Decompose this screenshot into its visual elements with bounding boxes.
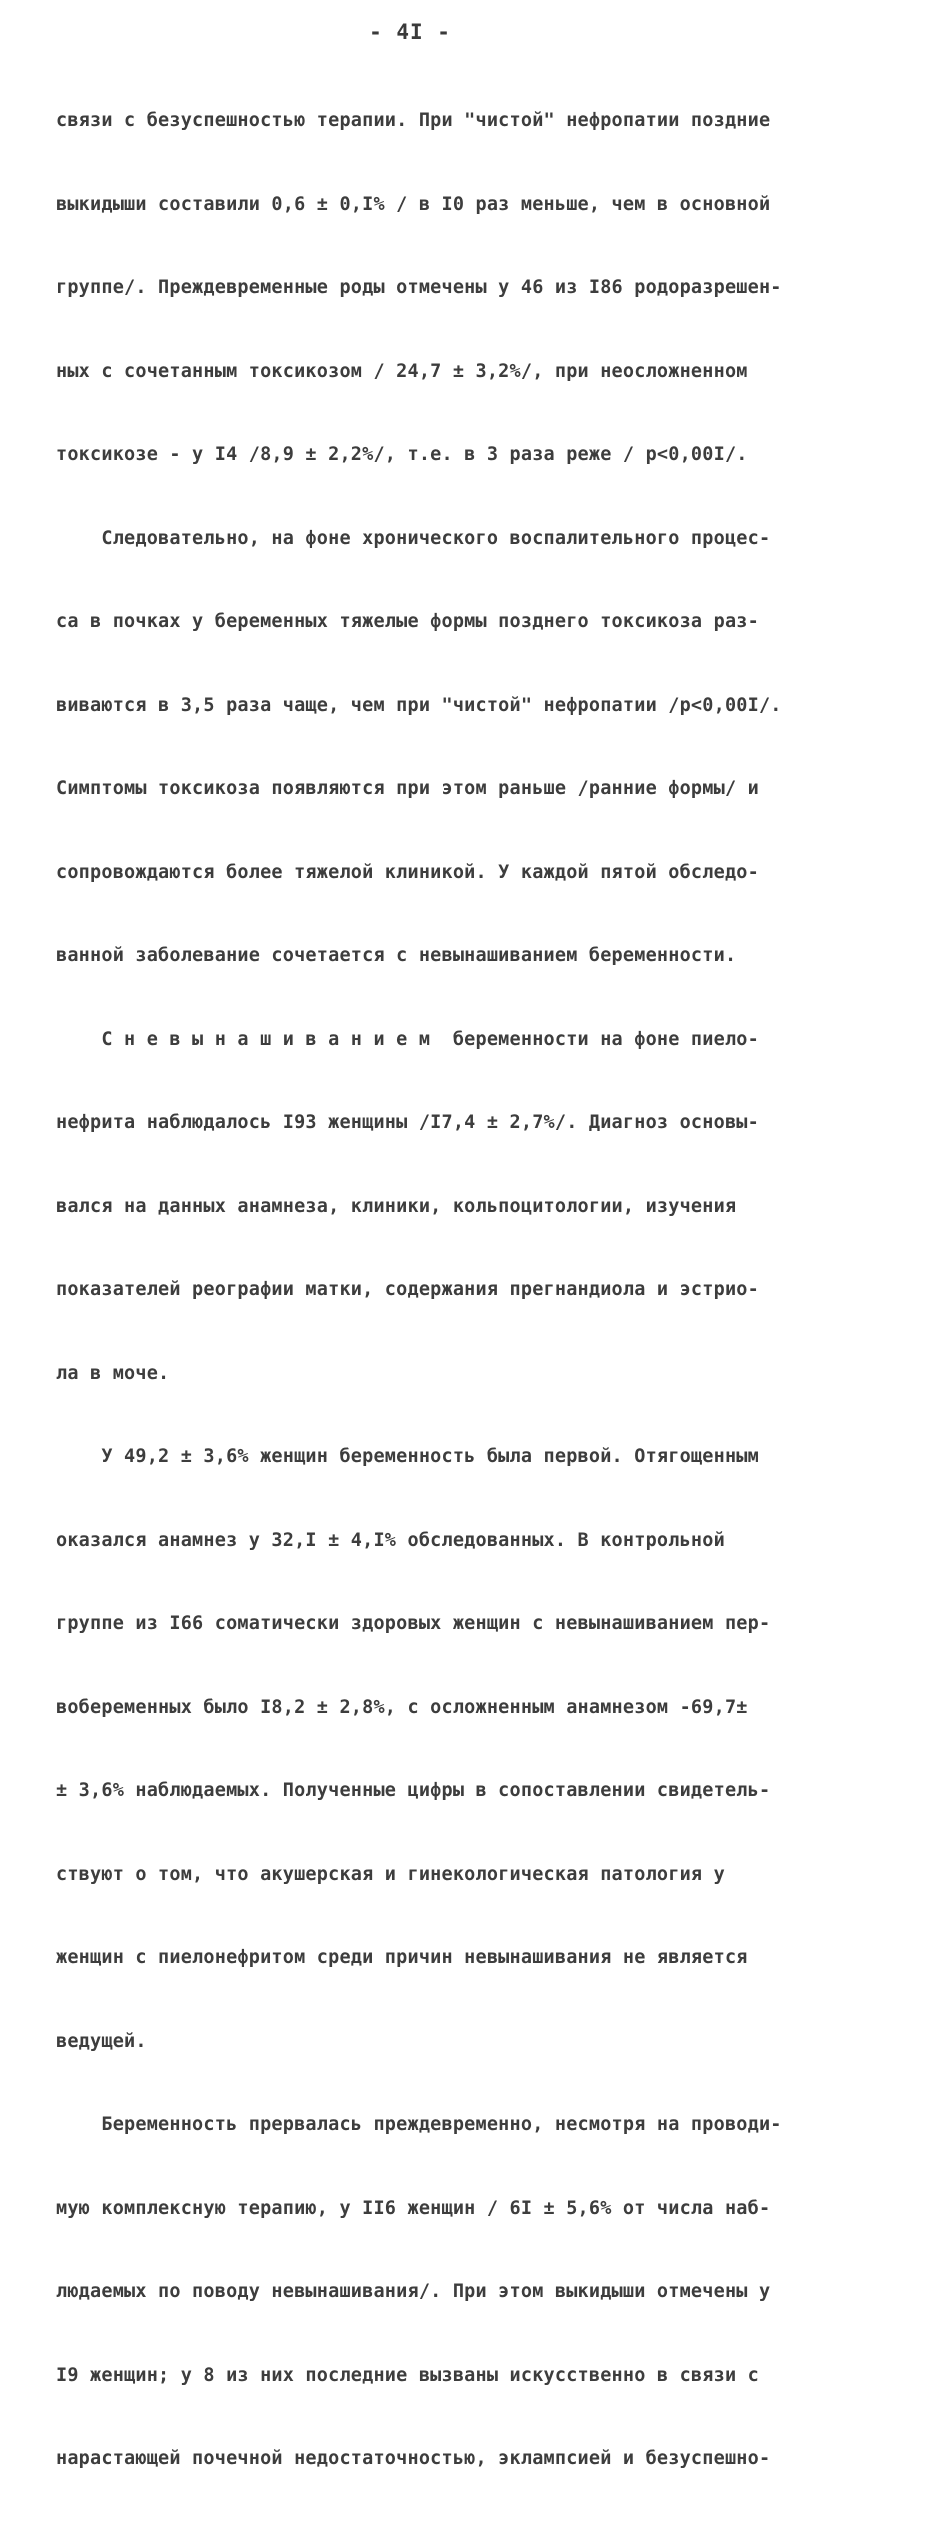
text-line: людаемых по поводу невынашивания/. При этом выкидыши отмечены у: [56, 2281, 771, 2302]
text-line: С н е в ы н а ш и в а н и е м беременности на фоне пиело-: [56, 1028, 759, 1050]
text-line: мую комплексную терапию, у II6 женщин / 6I ± 5,6% от числа наб-: [56, 2197, 771, 2219]
text-line: ванной заболевание сочетается с невынашиванием беременности.: [56, 945, 737, 966]
text-line: ствуют о том, что акушерская и гинекологическая патология у: [56, 1863, 725, 1885]
text-line: группе из I66 соматически здоровых женщин с невынашиванием пер-: [56, 1613, 771, 1634]
text-line: ведущей.: [56, 2030, 147, 2052]
text-line: нарастающей почечной недостаточностью, эклампсией и безуспешно-: [56, 2448, 771, 2469]
text-line: нефрита наблюдалось I93 женщины /I7,4 ± 2,7%/. Диагноз основы-: [56, 1112, 759, 1133]
text-line: вобеременных было I8,2 ± 2,8%, с осложненным анамнезом -69,7±: [56, 1696, 748, 1718]
text-line: са в почках у беременных тяжелые формы позднего токсикоза раз-: [56, 611, 759, 632]
text-line: виваются в 3,5 раза чаще, чем при "чистой" нефропатии /p<0,00I/.: [56, 694, 782, 716]
text-line: связи с безуспешностью терапии. При "чистой" нефропатии поздние: [56, 110, 771, 131]
text-line: ных с сочетанным токсикозом / 24,7 ± 3,2%/, при неосложненном: [56, 360, 748, 382]
text-line: выкидыши составили 0,6 ± 0,I% / в I0 раз меньше, чем в основной: [56, 193, 771, 215]
body-text: [56, 58, 906, 2522]
text-line: Симптомы токсикоза появляются при этом раньше /ранние формы/ и: [56, 778, 759, 799]
text-line: оказался анамнез у 32,I ± 4,I% обследованных. В контрольной: [56, 1529, 725, 1551]
text-line: показателей реографии матки, содержания прегнандиола и эстрио-: [56, 1279, 759, 1300]
text-line: Следовательно, на фоне хронического воспалительного процес-: [56, 527, 771, 549]
text-line: группе/. Преждевременные роды отмечены у 46 из I86 родоразрешен-: [56, 277, 782, 298]
page-number: - 4I -: [369, 20, 451, 44]
text-line: женщин с пиелонефритом среди причин невынашивания не является: [56, 1947, 748, 1968]
text-line: ла в моче.: [56, 1362, 170, 1384]
text-line: сопровождаются более тяжелой клиникой. У каждой пятой обследо-: [56, 861, 759, 883]
text-line: вался на данных анамнеза, клиники, кольпоцитологии, изучения: [56, 1195, 737, 1217]
text-line: ± 3,6% наблюдаемых. Полученные цифры в сопоставлении свидетель-: [56, 1780, 771, 1801]
text-line: I9 женщин; у 8 из них последние вызваны искусственно в связи с: [56, 2364, 759, 2386]
text-line: Беременность прервалась преждевременно, несмотря на проводи-: [56, 2114, 782, 2135]
text-line: токсикозе - у I4 /8,9 ± 2,2%/, т.е. в 3 раза реже / p<0,00I/.: [56, 444, 748, 465]
text-line: У 49,2 ± 3,6% женщин беременность была первой. Отягощенным: [56, 1446, 759, 1467]
